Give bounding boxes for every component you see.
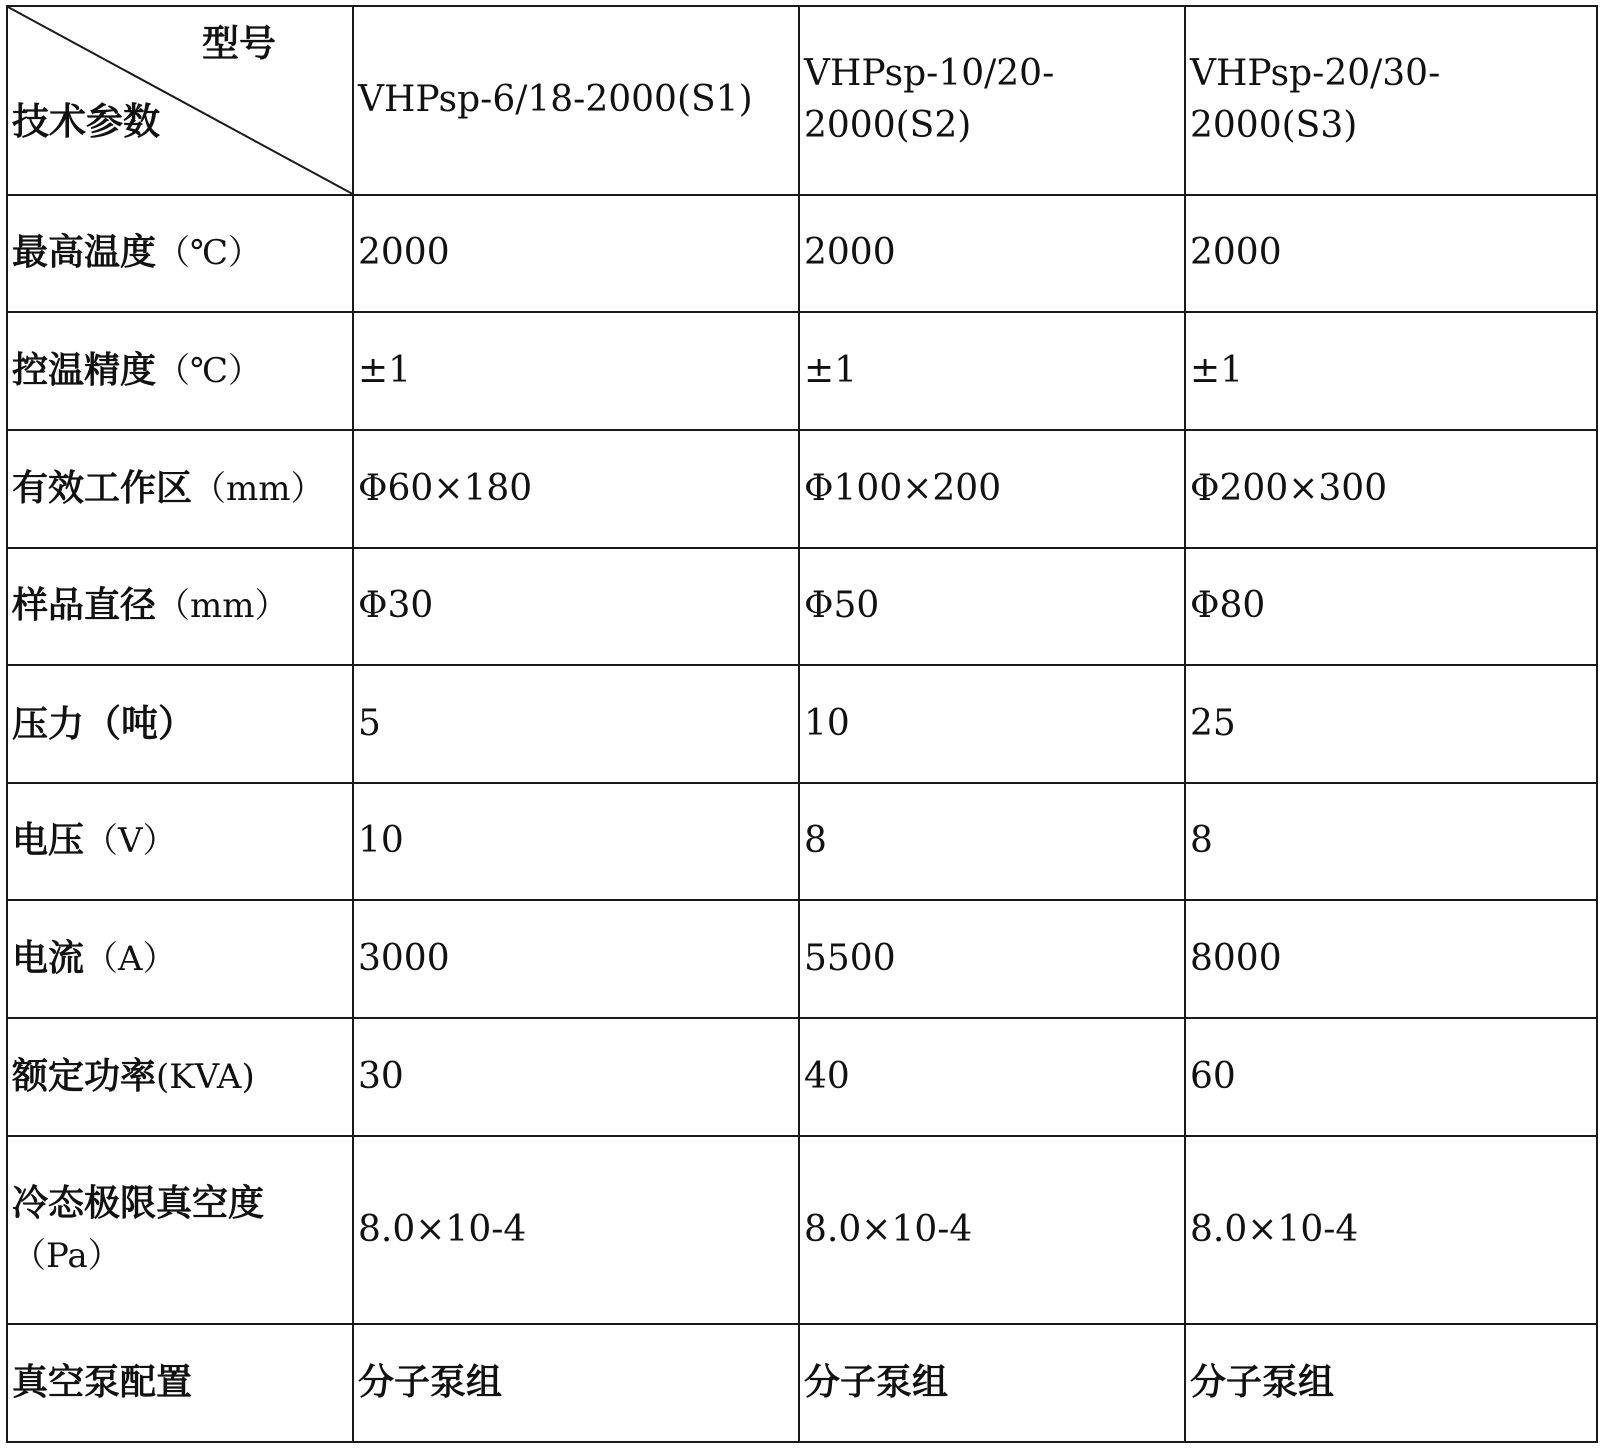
value-cell: 3000	[353, 900, 799, 1018]
table-row	[7, 900, 1597, 1018]
header-row	[7, 6, 1597, 195]
table-row	[7, 1136, 1597, 1325]
value-cell: Φ50	[799, 548, 1185, 666]
param-cell	[7, 1324, 353, 1442]
param-name: 真空泵配置	[12, 1362, 193, 1404]
param-name: 额定功率	[12, 1055, 157, 1097]
model-header-s3: VHPsp-20/30- 2000(S3)	[1185, 6, 1597, 195]
value-cell: 8	[1185, 783, 1597, 901]
param-unit: （℃）	[156, 233, 263, 274]
param-unit: （Pa）	[12, 1235, 122, 1276]
value-cell: 5	[353, 665, 799, 783]
table-row	[7, 548, 1597, 666]
param-name: 压力	[12, 703, 85, 745]
table-row	[7, 312, 1597, 430]
model-header-s2: VHPsp-10/20- 2000(S2)	[799, 6, 1185, 195]
spec-table	[6, 5, 1598, 1443]
value-cell: 分子泵组	[1185, 1324, 1597, 1442]
param-name: 样品直径	[12, 585, 157, 627]
value-cell: 2000	[353, 195, 799, 313]
value-cell: 2000	[799, 195, 1185, 313]
param-unit: （mm）	[192, 468, 325, 509]
param-name: 有效工作区	[12, 467, 193, 509]
param-unit: （mm）	[156, 586, 289, 627]
param-cell	[7, 1018, 353, 1136]
value-cell: 10	[799, 665, 1185, 783]
param-label: 技术参数	[12, 100, 160, 143]
value-cell: 8.0×10-4	[799, 1136, 1185, 1325]
param-cell	[7, 900, 353, 1018]
value-cell: 8.0×10-4	[1185, 1136, 1597, 1325]
param-name: 最高温度	[12, 232, 157, 274]
model-label: 型号	[202, 22, 276, 65]
value-cell: ±1	[799, 312, 1185, 430]
param-cell	[7, 430, 353, 548]
table-row	[7, 430, 1597, 548]
value-cell: Φ100×200	[799, 430, 1185, 548]
value-cell: 8.0×10-4	[353, 1136, 799, 1325]
value-cell: 5500	[799, 900, 1185, 1018]
param-name: 冷态极限真空度	[12, 1182, 265, 1224]
param-name: 控温精度	[12, 349, 157, 391]
value-cell: 8	[799, 783, 1185, 901]
value-cell: 60	[1185, 1018, 1597, 1136]
value-cell: 2000	[1185, 195, 1597, 313]
table-row	[7, 1324, 1597, 1442]
value-cell: ±1	[1185, 312, 1597, 430]
param-cell	[7, 195, 353, 313]
value-cell: Φ30	[353, 548, 799, 666]
model-header-s1: VHPsp-6/18-2000(S1)	[353, 6, 799, 195]
value-cell: Φ200×300	[1185, 430, 1597, 548]
value-cell: 30	[353, 1018, 799, 1136]
value-cell: 10	[353, 783, 799, 901]
corner-cell	[7, 6, 353, 195]
param-unit: （吨）	[84, 701, 196, 745]
param-unit: （℃）	[156, 350, 263, 391]
value-cell: ±1	[353, 312, 799, 430]
table-row	[7, 1018, 1597, 1136]
param-name: 电压	[12, 820, 85, 862]
value-cell: 40	[799, 1018, 1185, 1136]
param-cell	[7, 312, 353, 430]
param-cell	[7, 548, 353, 666]
value-cell: 8000	[1185, 900, 1597, 1018]
param-cell	[7, 665, 353, 783]
value-cell: Φ60×180	[353, 430, 799, 548]
param-cell	[7, 783, 353, 901]
param-unit: （A）	[84, 939, 177, 980]
value-cell: 分子泵组	[799, 1324, 1185, 1442]
param-name: 电流	[12, 938, 85, 980]
param-unit: (KVA)	[156, 1056, 255, 1097]
param-cell	[7, 1136, 353, 1325]
table-row	[7, 783, 1597, 901]
value-cell: 分子泵组	[353, 1324, 799, 1442]
value-cell: 25	[1185, 665, 1597, 783]
table-row	[7, 665, 1597, 783]
param-unit: （V）	[84, 821, 177, 862]
value-cell: Φ80	[1185, 548, 1597, 666]
table-row	[7, 195, 1597, 313]
